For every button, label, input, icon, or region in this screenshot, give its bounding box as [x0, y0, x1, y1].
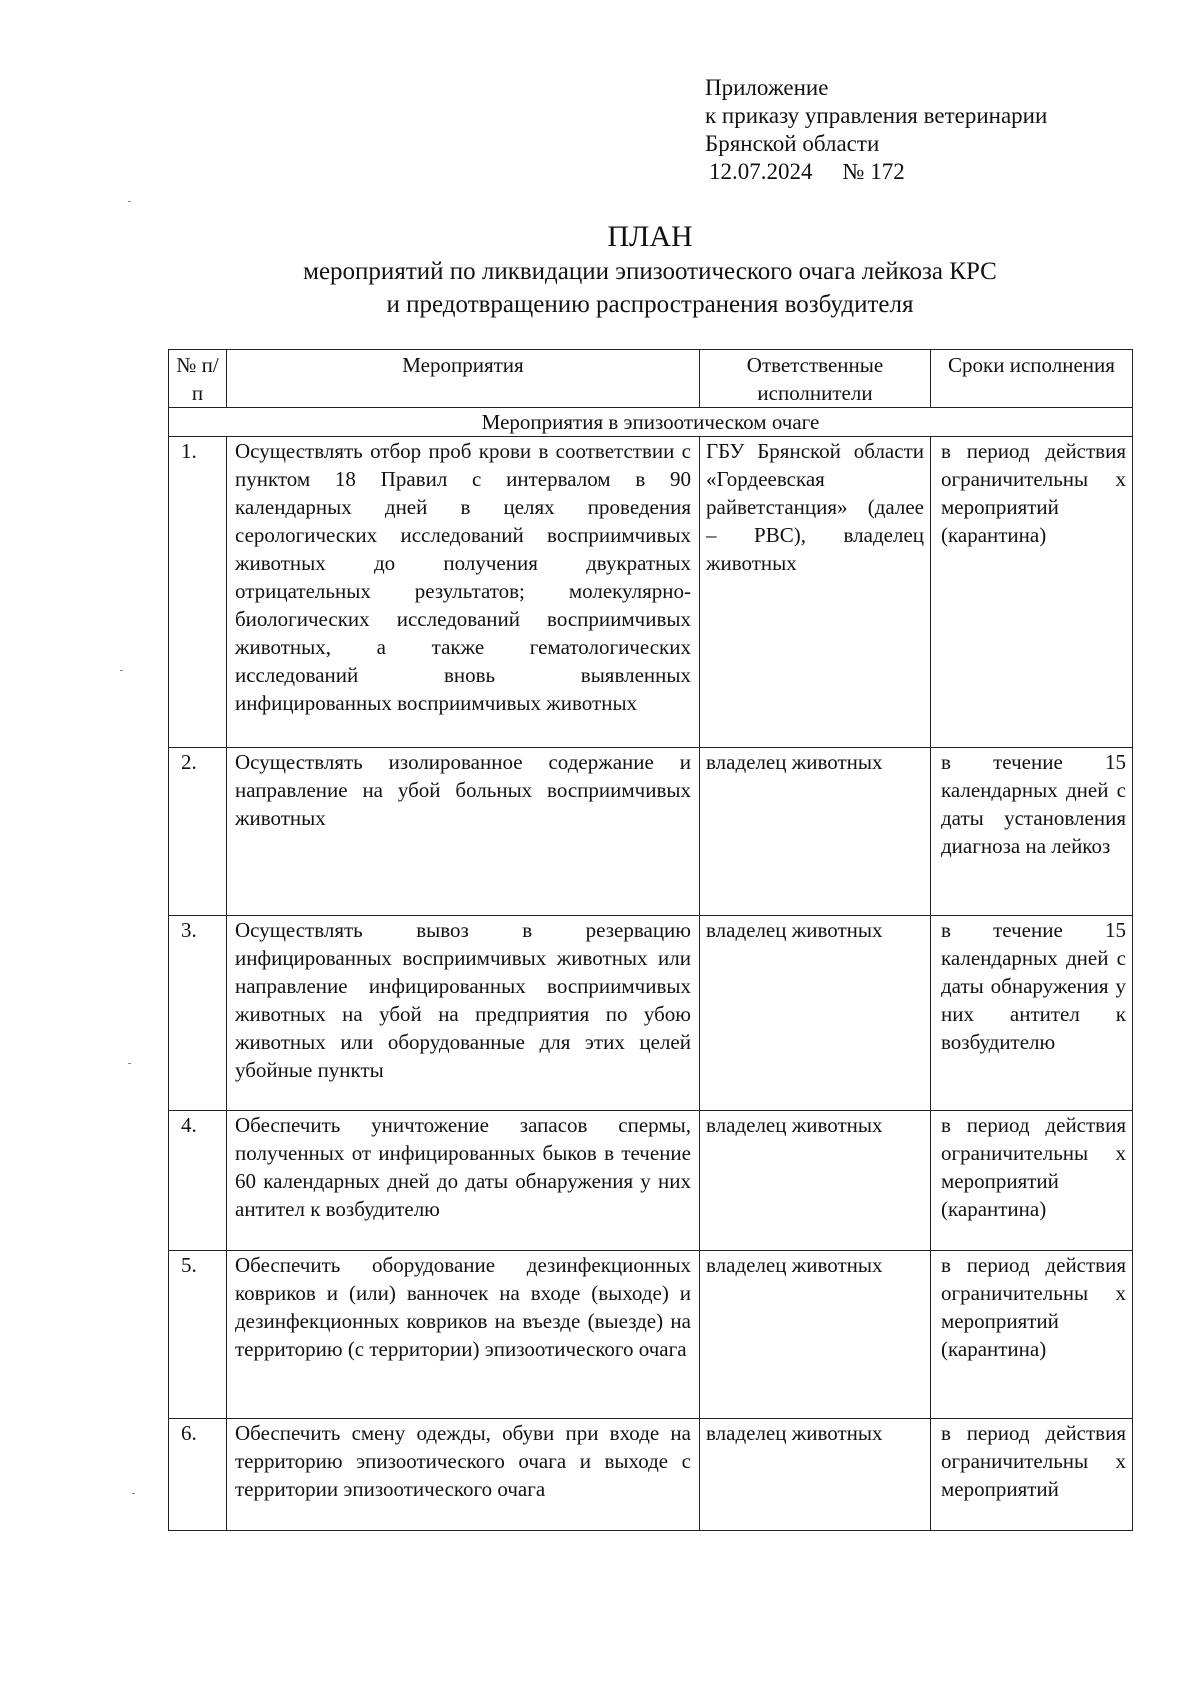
header-terms: Сроки исполнения	[931, 350, 1133, 408]
section-row	[169, 408, 1133, 437]
row-responsible: владелец животных	[700, 1419, 931, 1531]
row-measure: Обеспечить смену одежды, обуви при входе на территорию эпизоотического очага и выходе с территории эпизоотического очага	[227, 1419, 700, 1531]
row-terms: в период действия ограничительны х мероприятий (карантина)	[931, 1251, 1133, 1419]
plan-table	[168, 349, 1133, 1531]
appendix-region: Брянской области	[705, 131, 880, 156]
scan-speck	[128, 1063, 131, 1064]
scan-speck	[128, 201, 131, 202]
row-measure: Обеспечить уничтожение запасов спермы, полученных от инфицированных быков в течение 60 календарных дней до даты обнаружения у них антител к возбудителю	[227, 1111, 700, 1251]
appendix-title: Приложение	[705, 75, 829, 100]
section-title: Мероприятия в эпизоотическом очаге	[169, 408, 1133, 437]
row-measure: Осуществлять вывоз в резервацию инфицированных восприимчивых животных или направление инфицированных восприимчивых животных на убой на предприятия по убою животных или оборудованные для этих целей убойные пункты	[227, 916, 700, 1111]
row-num: 3.	[169, 916, 227, 1111]
row-responsible: владелец животных	[700, 1111, 931, 1251]
document-title-block	[0, 219, 1200, 321]
document-subtitle-line-2: и предотвращению распространения возбудителя	[386, 291, 914, 318]
appendix-date: 12.07.2024	[709, 159, 813, 184]
row-terms: в период действия ограничительны х мероприятий (карантина)	[931, 1111, 1133, 1251]
table-row	[169, 916, 1133, 1111]
row-responsible: владелец животных	[700, 1251, 931, 1419]
row-responsible: владелец животных	[700, 748, 931, 916]
table-row	[169, 1111, 1133, 1251]
document-subtitle-line-1: мероприятий по ликвидации эпизоотического очага лейкоза КРС	[303, 258, 997, 285]
appendix-date-line	[709, 158, 1047, 186]
row-num: 1.	[169, 437, 227, 748]
table-header-row	[169, 350, 1133, 408]
appendix-header	[705, 74, 1047, 186]
header-measure: Мероприятия	[227, 350, 700, 408]
row-num: 4.	[169, 1111, 227, 1251]
header-num: № п/п	[169, 350, 227, 408]
scan-speck	[120, 670, 123, 671]
row-terms: в течение 15 календарных дней с даты обнаружения у них антител к возбудителю	[931, 916, 1133, 1111]
appendix-order-ref: к приказу управления ветеринарии	[705, 103, 1048, 128]
row-measure: Осуществлять отбор проб крови в соответствии с пунктом 18 Правил с интервалом в 90 календарных дней в целях проведения серологических исследований восприимчивых животных до получения двукратных отрицательных результатов; молекулярно-биологических исследований восприимчивых животных, а также гематологических исследований вновь выявленных инфицированных восприимчивых животных	[227, 437, 700, 748]
table-row	[169, 1419, 1133, 1531]
row-terms: в течение 15 календарных дней с даты установления диагноза на лейкоз	[931, 748, 1133, 916]
table-row	[169, 1251, 1133, 1419]
row-responsible: владелец животных	[700, 916, 931, 1111]
scan-speck	[132, 1493, 135, 1494]
appendix-number: № 172	[842, 159, 905, 184]
document-title: ПЛАН	[607, 220, 693, 253]
row-num: 2.	[169, 748, 227, 916]
table-row	[169, 437, 1133, 748]
row-terms: в период действия ограничительны х мероприятий (карантина)	[931, 437, 1133, 748]
table-row	[169, 748, 1133, 916]
row-responsible: ГБУ Брянской области «Гордеевская райветстанция» (далее – РВС), владелец животных	[700, 437, 931, 748]
row-num: 5.	[169, 1251, 227, 1419]
row-measure: Осуществлять изолированное содержание и направление на убой больных восприимчивых животных	[227, 748, 700, 916]
header-responsible: Ответственные исполнители	[700, 350, 931, 408]
row-measure: Обеспечить оборудование дезинфекционных ковриков и (или) ванночек на входе (выходе) и дезинфекционных ковриков на въезде (выезде) на территорию (с территории) эпизоотического очага	[227, 1251, 700, 1419]
row-num: 6.	[169, 1419, 227, 1531]
row-terms: в период действия ограничительны х мероприятий	[931, 1419, 1133, 1531]
